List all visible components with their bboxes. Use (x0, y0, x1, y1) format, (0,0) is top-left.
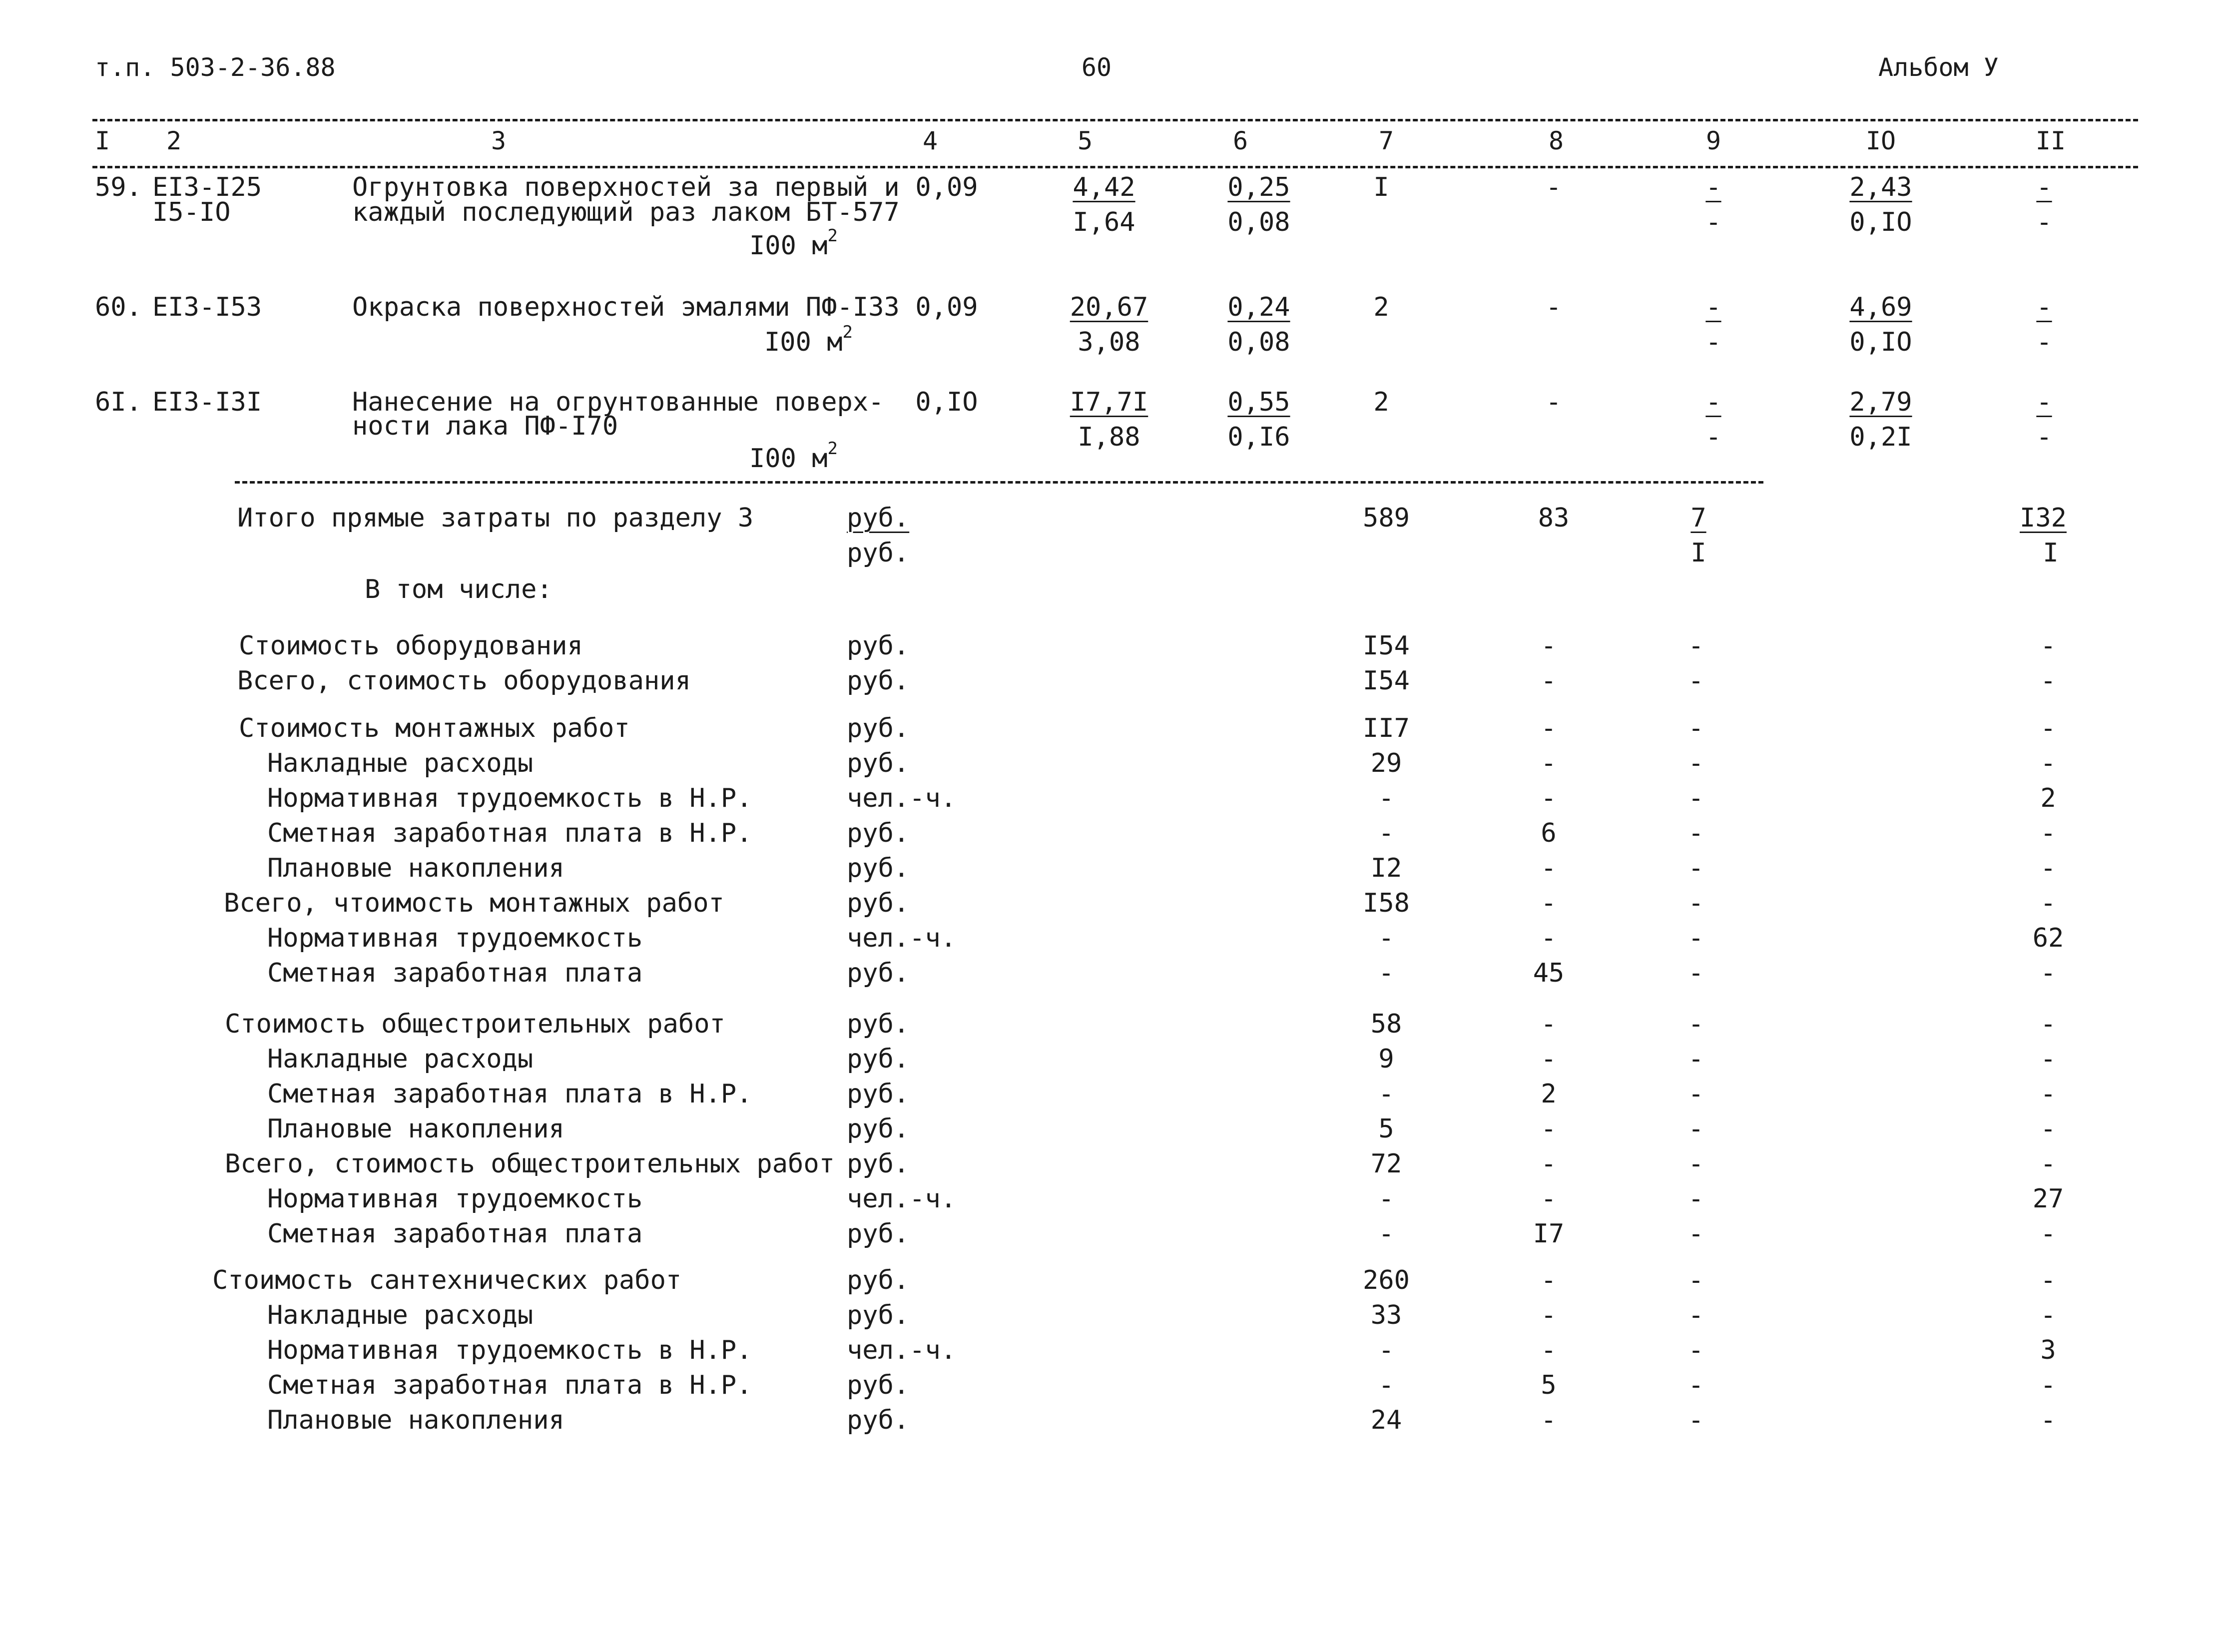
summary-unit: руб. (847, 1370, 910, 1400)
summary-col11: - (2040, 888, 2056, 918)
totals-col9-bottom: I (1690, 538, 1706, 568)
totals-label: Итого прямые затраты по разделу 3 (237, 503, 754, 533)
summary-col8: - (1541, 1184, 1557, 1214)
col9-top: - (1705, 387, 1721, 417)
summary-col8: - (1541, 631, 1557, 661)
summary-unit: чел.-ч. (847, 783, 957, 813)
summary-col8: - (1541, 853, 1557, 883)
wage-top: 0,25 (1227, 172, 1290, 202)
totals-col7: 589 (1363, 503, 1410, 533)
totals-col9-top: 7 (1690, 503, 1706, 533)
summary-col7: 260 (1363, 1265, 1410, 1295)
summary-col11: 3 (2040, 1335, 2056, 1365)
wage-bottom: 0,08 (1227, 207, 1290, 237)
column-header-9: 9 (1705, 126, 1721, 155)
summary-col9: - (1688, 1335, 1704, 1365)
col11-top: - (2036, 172, 2052, 202)
summary-col8: - (1541, 1300, 1557, 1330)
summary-col7: - (1378, 818, 1394, 848)
col10-top: 2,43 (1849, 172, 1912, 202)
summary-col8: - (1541, 1405, 1557, 1435)
totals-col11-bottom: I (2043, 538, 2059, 568)
totals-col8: 83 (1538, 503, 1570, 533)
summary-unit: руб. (847, 1265, 910, 1295)
column-header-1: I (95, 126, 110, 155)
summary-col11: - (2040, 1265, 2056, 1295)
summary-label: Сметная заработная плата в Н.Р. (267, 1370, 752, 1400)
summary-col7: II7 (1363, 713, 1410, 743)
summary-col8: - (1541, 1114, 1557, 1144)
summary-col9: - (1688, 1079, 1704, 1109)
summary-col9: - (1688, 1184, 1704, 1214)
quantity: 0,09 (915, 292, 978, 322)
summary-unit: руб. (847, 1149, 910, 1179)
col7-value: I (1373, 172, 1389, 202)
summary-col11: 62 (2032, 923, 2064, 953)
summary-col7: 58 (1370, 1009, 1402, 1039)
quantity: 0,IO (915, 387, 978, 417)
measure-unit: I00 $м^2$ (749, 439, 838, 474)
summary-col9: - (1688, 748, 1704, 778)
section-separator (235, 481, 1763, 484)
summary-col11: - (2040, 631, 2056, 661)
summary-label: Накладные расходы (267, 1044, 534, 1074)
column-header-11: II (2035, 126, 2066, 155)
page-number: 60 (1081, 53, 1112, 82)
summary-col9: - (1688, 888, 1704, 918)
summary-label: Плановые накопления (267, 1405, 564, 1435)
row-number: 59. (95, 172, 142, 202)
doc-reference: т.п. 503-2-36.88 (95, 53, 336, 82)
wage-bottom: 0,I6 (1227, 422, 1290, 452)
summary-col9: - (1688, 1370, 1704, 1400)
summary-col7: 5 (1378, 1114, 1394, 1144)
summary-col8: 5 (1541, 1370, 1557, 1400)
summary-col11: - (2040, 958, 2056, 988)
summary-label: Сметная заработная плата (267, 958, 643, 988)
summary-col9: - (1688, 1044, 1704, 1074)
summary-col7: - (1378, 958, 1394, 988)
summary-label: Стоимость оборудования (239, 631, 583, 661)
col7-value: 2 (1373, 292, 1389, 322)
summary-col7: 24 (1370, 1405, 1402, 1435)
summary-label: Сметная заработная плата в Н.Р. (267, 818, 752, 848)
summary-unit: руб. (847, 666, 910, 696)
summary-col11: - (2040, 1114, 2056, 1144)
rate-code: I5-IO (152, 197, 231, 227)
summary-col7: - (1378, 783, 1394, 813)
summary-col9: - (1688, 1114, 1704, 1144)
summary-label: Стоимость монтажных работ (239, 713, 630, 743)
summary-unit: руб. (847, 748, 910, 778)
col11-bottom: - (2036, 422, 2052, 452)
summary-col8: - (1541, 713, 1557, 743)
summary-col8: - (1541, 783, 1557, 813)
wage-top: 0,24 (1227, 292, 1290, 322)
summary-col11: - (2040, 853, 2056, 883)
summary-col8: - (1541, 1265, 1557, 1295)
col11-top: - (2036, 387, 2052, 417)
totals-unit: руб. (847, 538, 910, 568)
summary-col11: - (2040, 1219, 2056, 1249)
row-number: 6I. (95, 387, 142, 417)
col10-top: 2,79 (1849, 387, 1912, 417)
summary-unit: руб. (847, 713, 910, 743)
col8-value: - (1546, 292, 1562, 322)
summary-label: Плановые накопления (267, 853, 564, 883)
work-description: Окраска поверхностей эмалями ПФ-I33 (352, 292, 900, 322)
col8-value: - (1546, 387, 1562, 417)
summary-label: Всего, стоимость оборудования (237, 666, 691, 696)
summary-unit: чел.-ч. (847, 1335, 957, 1365)
album-label: Альбом У (1878, 53, 1999, 82)
summary-col7: I2 (1370, 853, 1402, 883)
summary-unit: руб. (847, 1009, 910, 1039)
summary-col11: 27 (2032, 1184, 2064, 1214)
summary-col9: - (1688, 923, 1704, 953)
summary-col9: - (1688, 1265, 1704, 1295)
wage-bottom: 0,08 (1227, 327, 1290, 357)
cost-bottom: I,64 (1073, 207, 1135, 237)
summary-label: Стоимость сантехнических работ (212, 1265, 682, 1295)
rate-code: ЕI3-I3I (152, 387, 262, 417)
summary-col7: I58 (1363, 888, 1410, 918)
summary-col7: I54 (1363, 666, 1410, 696)
summary-col7: 33 (1370, 1300, 1402, 1330)
col10-bottom: 0,IO (1849, 207, 1912, 237)
summary-unit: руб. (847, 818, 910, 848)
col10-top: 4,69 (1849, 292, 1912, 322)
summary-unit: чел.-ч. (847, 923, 957, 953)
summary-col8: - (1541, 666, 1557, 696)
summary-col8: - (1541, 1044, 1557, 1074)
summary-col11: - (2040, 1044, 2056, 1074)
summary-col11: - (2040, 1300, 2056, 1330)
summary-col9: - (1688, 1219, 1704, 1249)
cost-bottom: I,88 (1078, 422, 1140, 452)
summary-label: Нормативная трудоемкость (267, 1184, 643, 1214)
summary-col11: - (2040, 1149, 2056, 1179)
summary-unit: руб. (847, 631, 910, 661)
column-header-6: 6 (1232, 126, 1248, 155)
measure-unit: I00 $м^2$ (749, 226, 838, 261)
summary-unit: руб. (847, 888, 910, 918)
col9-bottom: - (1705, 207, 1721, 237)
summary-unit: руб. (847, 1405, 910, 1435)
col11-bottom: - (2036, 207, 2052, 237)
summary-col8: - (1541, 1009, 1557, 1039)
totals-col11-top: I32 (2020, 503, 2067, 533)
column-header-8: 8 (1548, 126, 1564, 155)
summary-col8: 6 (1541, 818, 1557, 848)
summary-col9: - (1688, 783, 1704, 813)
col10-bottom: 0,2I (1849, 422, 1912, 452)
summary-col11: - (2040, 1370, 2056, 1400)
summary-col9: - (1688, 1009, 1704, 1039)
summary-col9: - (1688, 818, 1704, 848)
quantity: 0,09 (915, 172, 978, 202)
header-rule-top (92, 119, 2138, 121)
column-header-2: 2 (166, 126, 182, 155)
col9-top: - (1705, 172, 1721, 202)
summary-col8: - (1541, 748, 1557, 778)
col11-top: - (2036, 292, 2052, 322)
summary-label: Накладные расходы (267, 1300, 534, 1330)
summary-unit: руб. (847, 1300, 910, 1330)
column-header-3: 3 (491, 126, 507, 155)
summary-col7: - (1378, 1335, 1394, 1365)
col7-value: 2 (1373, 387, 1389, 417)
summary-label: Сметная заработная плата (267, 1219, 643, 1249)
summary-col11: - (2040, 1079, 2056, 1109)
header-rule-bottom (92, 166, 2138, 168)
summary-col8: - (1541, 1149, 1557, 1179)
column-header-4: 4 (922, 126, 938, 155)
summary-unit: руб. (847, 1044, 910, 1074)
summary-col7: - (1378, 923, 1394, 953)
summary-label: Нормативная трудоемкость в Н.Р. (267, 783, 752, 813)
column-header-7: 7 (1378, 126, 1394, 155)
summary-col11: - (2040, 1405, 2056, 1435)
summary-col11: 2 (2040, 783, 2056, 813)
rate-code: ЕI3-I53 (152, 292, 262, 322)
measure-unit: I00 $м^2$ (764, 322, 853, 357)
col11-bottom: - (2036, 327, 2052, 357)
summary-col7: - (1378, 1370, 1394, 1400)
wage-top: 0,55 (1227, 387, 1290, 417)
column-header-5: 5 (1077, 126, 1093, 155)
summary-col7: 29 (1370, 748, 1402, 778)
summary-col9: - (1688, 1149, 1704, 1179)
summary-col9: - (1688, 713, 1704, 743)
summary-label: Нормативная трудоемкость (267, 923, 643, 953)
summary-unit: руб. (847, 853, 910, 883)
summary-label: Сметная заработная плата в Н.Р. (267, 1079, 752, 1109)
summary-col11: - (2040, 818, 2056, 848)
summary-col8: - (1541, 923, 1557, 953)
summary-col8: - (1541, 1335, 1557, 1365)
summary-col9: - (1688, 1300, 1704, 1330)
summary-label: Стоимость общестроительных работ (225, 1009, 725, 1039)
summary-col9: - (1688, 958, 1704, 988)
summary-unit: руб. (847, 1219, 910, 1249)
col9-bottom: - (1705, 327, 1721, 357)
including-label: В том числе: (365, 574, 553, 604)
summary-unit: руб. (847, 958, 910, 988)
summary-col9: - (1688, 666, 1704, 696)
rate-code: ЕI3-I25 (152, 172, 262, 202)
summary-col11: - (2040, 1009, 2056, 1039)
summary-col9: - (1688, 1405, 1704, 1435)
summary-col11: - (2040, 748, 2056, 778)
summary-col8: I7 (1533, 1219, 1565, 1249)
summary-label: Плановые накопления (267, 1114, 564, 1144)
work-description: Нанесение на огрунтованные поверх- (352, 387, 884, 417)
col10-bottom: 0,IO (1849, 327, 1912, 357)
summary-col8: 45 (1533, 958, 1565, 988)
summary-col7: - (1378, 1079, 1394, 1109)
summary-col7: 72 (1370, 1149, 1402, 1179)
summary-col11: - (2040, 666, 2056, 696)
work-description: ности лака ПФ-I70 (352, 411, 618, 441)
summary-col7: - (1378, 1184, 1394, 1214)
work-description: Огрунтовка поверхностей за первый и (352, 172, 900, 202)
cost-top: 20,67 (1070, 292, 1148, 322)
cost-top: 4,42 (1073, 172, 1135, 202)
summary-unit: руб. (847, 1079, 910, 1109)
summary-unit: чел.-ч. (847, 1184, 957, 1214)
row-number: 60. (95, 292, 142, 322)
summary-col7: 9 (1378, 1044, 1394, 1074)
summary-col9: - (1688, 631, 1704, 661)
summary-col7: - (1378, 1219, 1394, 1249)
summary-col8: 2 (1541, 1079, 1557, 1109)
summary-col8: - (1541, 888, 1557, 918)
cost-top: I7,7I (1070, 387, 1148, 417)
work-description: каждый последующий раз лаком БТ-577 (352, 197, 900, 227)
summary-label: Всего, чтоимость монтажных работ (224, 888, 724, 918)
summary-unit: руб. (847, 1114, 910, 1144)
summary-label: Нормативная трудоемкость в Н.Р. (267, 1335, 752, 1365)
totals-unit: руб. (847, 503, 910, 533)
summary-col11: - (2040, 713, 2056, 743)
col9-top: - (1705, 292, 1721, 322)
col9-bottom: - (1705, 422, 1721, 452)
col8-value: - (1546, 172, 1562, 202)
summary-col7: I54 (1363, 631, 1410, 661)
summary-label: Всего, стоимость общестроительных работ (225, 1149, 835, 1179)
summary-label: Накладные расходы (267, 748, 534, 778)
cost-bottom: 3,08 (1078, 327, 1140, 357)
column-header-10: IO (1865, 126, 1896, 155)
summary-col9: - (1688, 853, 1704, 883)
